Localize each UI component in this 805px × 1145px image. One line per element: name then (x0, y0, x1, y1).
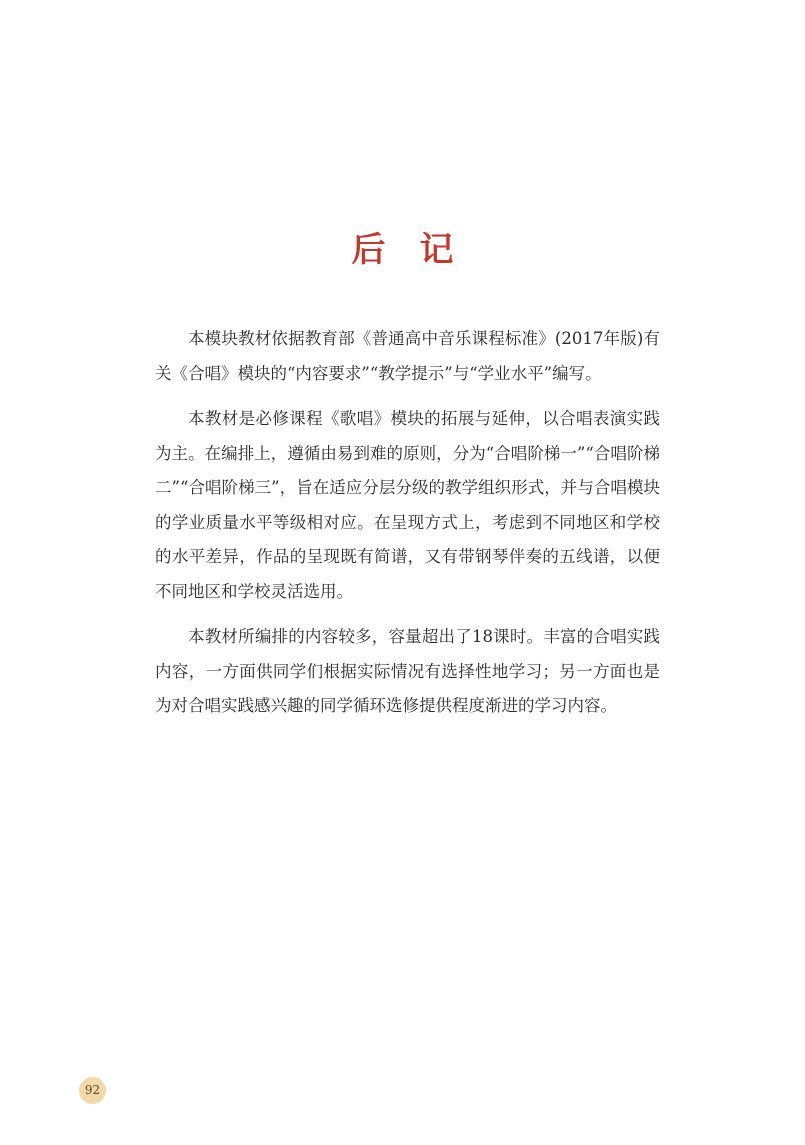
page-title (0, 222, 805, 271)
afterword-body (155, 322, 660, 735)
paragraph-2: 本教材是必修课程《歌唱》模块的拓展与延伸，以合唱表演实践为主。在编排上，遵循由易到难的原则，分为“合唱阶梯一”“合唱阶梯二”“合唱阶梯三”，旨在适应分层分级的教学组织形式，并与合唱模块的学业质量水平等级相对应。在呈现方式上，考虑到不同地区和学校的水平差异，作品的呈现既有简谱，又有带钢琴伴奏的五线谱，以便不同地区和学校灵活选用。 (155, 409, 660, 601)
paragraph-3: 本教材所编排的内容较多，容量超出了18课时。丰富的合唱实践内容，一方面供同学们根据实际情况有选择性地学习；另一方面也是为对合唱实践感兴趣的同学循环选修提供程度渐进的学习内容。 (155, 627, 660, 715)
title-char-2: 记 (419, 230, 454, 270)
paragraph-1: 本模块教材依据教育部《普通高中音乐课程标准》(2017年版)有关《合唱》模块的“内容要求”“教学提示”与“学业水平”编写。 (155, 329, 660, 383)
page-number-badge: 92 (79, 1077, 106, 1104)
title-char-1: 后 (351, 230, 386, 270)
